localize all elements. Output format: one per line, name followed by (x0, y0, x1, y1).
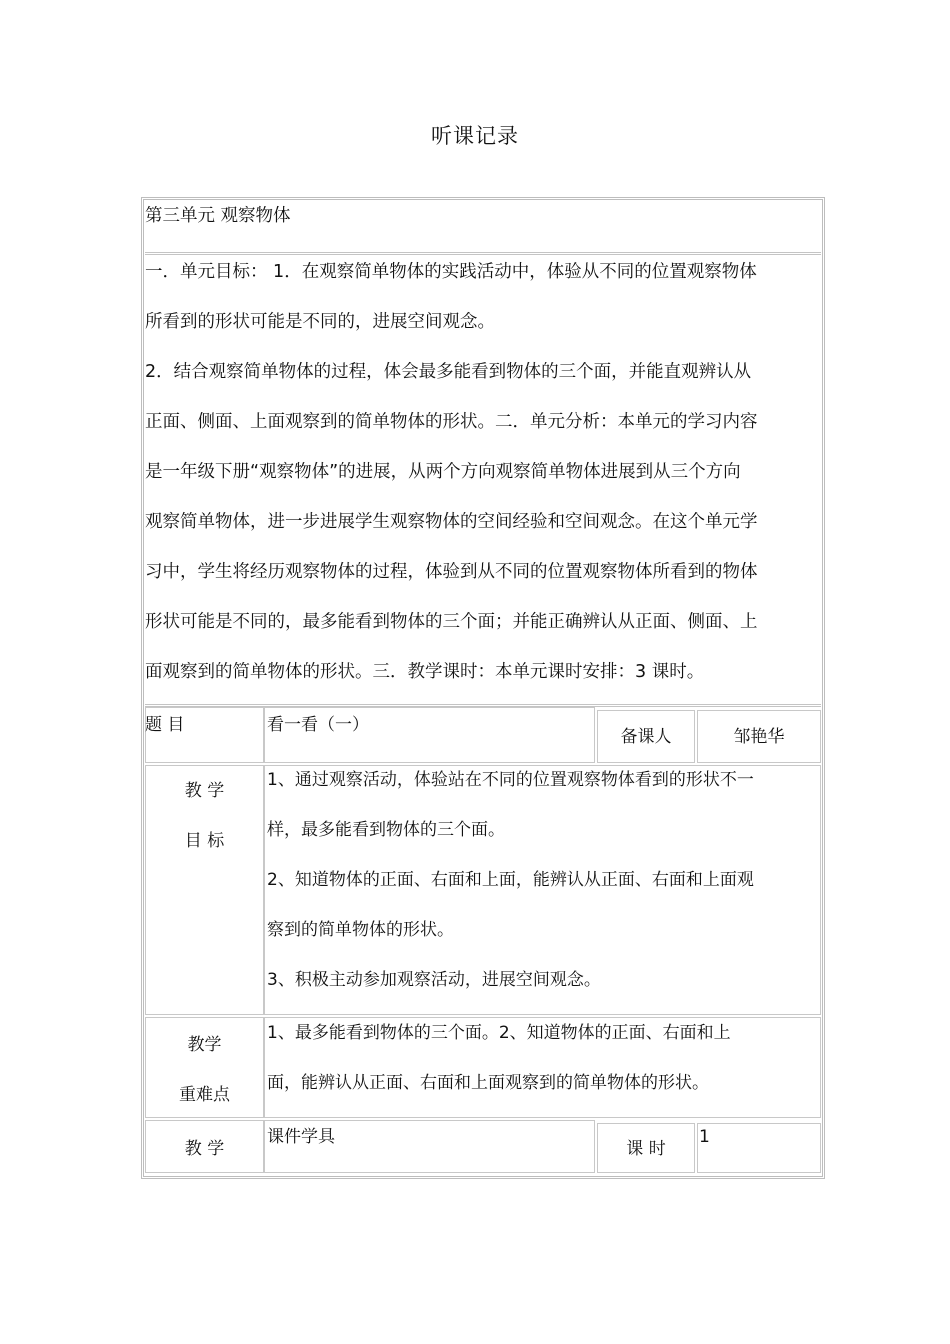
preparer-name: 邹艳华 (733, 727, 785, 747)
period-value-cell (697, 1123, 821, 1173)
difficulty-line: 1、最多能看到物体的三个面。2、知道物体的正面、右面和上 (267, 1023, 731, 1043)
goals-label-line: 目 标 (184, 831, 225, 851)
goal-line: 1、通过观察活动，体验站在不同的位置观察物体看到的形状不一 (267, 770, 754, 790)
goals-list (267, 755, 819, 1005)
goal-line: 样，最多能看到物体的三个面。 (267, 820, 505, 840)
unit-text-line: 2．结合观察简单物体的过程，体会最多能看到物体的三个面，并能直观辨认从 (145, 362, 752, 382)
page-title: 听课记录 (431, 124, 519, 148)
unit-text-line: 面观察到的简单物体的形状。三．教学课时：本单元课时安排：3 课时。 (145, 662, 705, 682)
unit-text-line: 是一年级下册“观察物体”的进展，从两个方向观察简单物体进展到从三个方向 (145, 462, 741, 482)
goals-label-line: 教 学 (184, 781, 225, 801)
goal-line: 察到的简单物体的形状。 (267, 920, 454, 940)
unit-heading: 第三单元 观察物体 (145, 206, 291, 226)
unit-text-line: 一．单元目标： 1．在观察简单物体的实践活动中，体验从不同的位置观察物体 (145, 262, 757, 282)
unit-text-line: 习中，学生将经历观察物体的过程，体验到从不同的位置观察物体所看到的物体 (145, 562, 758, 582)
topic-value: 看一看（一） (267, 715, 369, 735)
tools-value: 课件学具 (267, 1127, 335, 1147)
unit-text-line: 所看到的形状可能是不同的，进展空间观念。 (145, 312, 495, 332)
difficulty-list (267, 1008, 819, 1108)
difficulty-label-line: 教学 (187, 1035, 222, 1055)
period-label: 课 时 (626, 1139, 666, 1159)
unit-text-line: 形状可能是不同的，最多能看到物体的三个面；并能正确辨认从正面、侧面、上 (145, 612, 758, 632)
tools-label: 教 学 (184, 1139, 225, 1159)
topic-label: 题 目 (145, 715, 185, 735)
goal-line: 3、积极主动参加观察活动，进展空间观念。 (267, 970, 601, 990)
unit-text-line: 正面、侧面、上面观察到的简单物体的形状。二．单元分析：本单元的学习内容 (145, 412, 758, 432)
goal-line: 2、知道物体的正面、右面和上面，能辨认从正面、右面和上面观 (267, 870, 754, 890)
unit-text-line: 观察简单物体，进一步进展学生观察物体的空间经验和空间观念。在这个单元学 (145, 512, 758, 532)
unit-description (145, 247, 821, 697)
preparer-label: 备课人 (620, 727, 672, 747)
difficulty-line: 面，能辨认从正面、右面和上面观察到的简单物体的形状。 (267, 1073, 709, 1093)
period-value: 1 (699, 1127, 710, 1147)
difficulty-label-line: 重难点 (179, 1085, 230, 1105)
